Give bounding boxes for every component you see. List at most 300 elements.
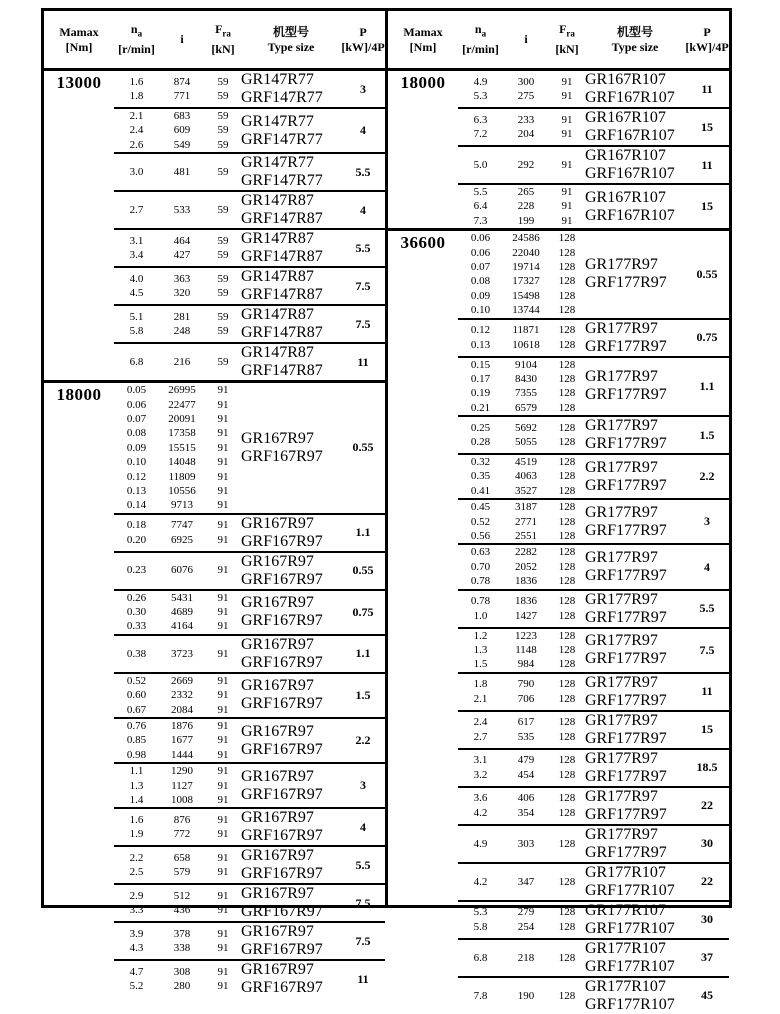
fra-column bbox=[549, 417, 585, 453]
na-value: 2.2 bbox=[129, 851, 144, 864]
rating-group bbox=[458, 824, 729, 862]
power-value: 11 bbox=[701, 157, 713, 172]
fra-value: 128 bbox=[558, 501, 576, 514]
type-size-value: GR177R97 bbox=[585, 787, 658, 805]
fra-value: 91 bbox=[217, 748, 229, 761]
na-column bbox=[458, 545, 503, 588]
rating-groups bbox=[458, 231, 729, 1014]
ratio-column bbox=[159, 636, 205, 672]
type-size-value: GR147R87 bbox=[241, 306, 314, 324]
ratio-column bbox=[503, 231, 549, 317]
power-value: 3 bbox=[360, 778, 366, 793]
ratio-value: 199 bbox=[517, 214, 535, 227]
fra-column bbox=[205, 109, 241, 152]
na-value: 0.30 bbox=[126, 606, 147, 619]
type-size-value: GR167R97 bbox=[241, 885, 314, 903]
ratio-column bbox=[503, 902, 549, 938]
ratio-value: 15498 bbox=[512, 289, 540, 302]
ratio-value: 427 bbox=[173, 249, 191, 262]
rating-group bbox=[458, 415, 729, 453]
type-size-value: GRF177R97 bbox=[585, 337, 667, 355]
ratio-value: 338 bbox=[173, 942, 191, 955]
na-value: 0.09 bbox=[126, 441, 147, 454]
ratio-value: 190 bbox=[517, 989, 535, 1002]
fra-value: 59 bbox=[217, 75, 229, 88]
fra-column bbox=[549, 109, 585, 145]
ratio-value: 17358 bbox=[168, 427, 196, 440]
rating-group bbox=[458, 231, 729, 317]
ratio-column bbox=[503, 940, 549, 976]
type-size-column bbox=[585, 978, 685, 1014]
rating-group bbox=[114, 107, 385, 152]
na-value: 0.60 bbox=[126, 689, 147, 702]
fra-column bbox=[205, 383, 241, 513]
ratio-value: 4519 bbox=[515, 456, 537, 469]
na-value: 0.08 bbox=[470, 275, 491, 288]
fra-column bbox=[205, 674, 241, 717]
na-value: 3.1 bbox=[129, 234, 144, 247]
fra-value: 128 bbox=[558, 643, 576, 656]
ratio-value: 10556 bbox=[168, 484, 196, 497]
power-value: 5.5 bbox=[355, 240, 371, 255]
fra-value: 91 bbox=[217, 647, 229, 660]
ratio-value: 3527 bbox=[515, 484, 537, 497]
na-column bbox=[458, 978, 503, 1014]
type-size-value: GRF167R97 bbox=[241, 570, 323, 588]
fra-column bbox=[205, 809, 241, 845]
type-size-value: GR177R97 bbox=[585, 458, 658, 476]
type-size-value: GRF167R97 bbox=[241, 447, 323, 465]
rating-group bbox=[458, 900, 729, 938]
fra-value: 59 bbox=[217, 203, 229, 216]
rating-group bbox=[458, 356, 729, 416]
ratio-value: 436 bbox=[173, 904, 191, 917]
fra-value: 128 bbox=[558, 575, 576, 588]
ratio-value: 479 bbox=[517, 754, 535, 767]
rating-groups bbox=[114, 71, 385, 380]
power-value: 4 bbox=[360, 202, 366, 217]
fra-value: 91 bbox=[217, 828, 229, 841]
type-size-value: GR147R87 bbox=[241, 192, 314, 210]
fra-column bbox=[549, 147, 585, 183]
type-size-value: GRF167R107 bbox=[585, 127, 675, 144]
ratio-value: 2669 bbox=[171, 674, 193, 687]
type-size-value: GR147R77 bbox=[241, 112, 314, 130]
na-value: 0.09 bbox=[470, 289, 491, 302]
type-size-value: GRF147R77 bbox=[241, 130, 323, 148]
na-value: 5.2 bbox=[129, 980, 144, 993]
fra-value: 91 bbox=[561, 214, 573, 227]
na-value: 5.5 bbox=[473, 186, 488, 198]
fra-column bbox=[549, 902, 585, 938]
ratio-column bbox=[503, 978, 549, 1014]
type-size-column bbox=[585, 109, 685, 145]
type-size-value: GRF177R97 bbox=[585, 729, 667, 747]
na-column bbox=[114, 885, 159, 921]
type-size-value: GRF177R107 bbox=[585, 919, 675, 937]
na-column bbox=[114, 636, 159, 672]
na-value: 5.0 bbox=[473, 158, 488, 171]
ratio-value: 354 bbox=[517, 806, 535, 819]
na-value: 3.4 bbox=[129, 249, 144, 262]
ratio-column bbox=[503, 629, 549, 672]
col-header-fra-symbol: $F_{ra}$ bbox=[559, 22, 575, 39]
type-size-value: GRF167R107 bbox=[585, 165, 675, 182]
type-size-value: GRF167R97 bbox=[241, 979, 323, 997]
fra-value: 59 bbox=[217, 90, 229, 102]
na-value: 4.3 bbox=[129, 942, 144, 955]
na-value: 0.63 bbox=[470, 546, 491, 559]
type-size-column bbox=[585, 500, 685, 543]
ratio-column bbox=[503, 185, 549, 228]
ratio-value: 216 bbox=[173, 355, 191, 368]
fra-value: 91 bbox=[561, 186, 573, 198]
type-size-column bbox=[241, 961, 341, 997]
fra-value: 91 bbox=[217, 674, 229, 687]
type-size-value: GRF147R77 bbox=[241, 172, 323, 190]
ratio-value: 5055 bbox=[515, 436, 537, 449]
ratio-column bbox=[159, 923, 205, 959]
type-size-column bbox=[585, 826, 685, 862]
table-header-row bbox=[44, 11, 385, 68]
na-column bbox=[458, 185, 503, 228]
type-size-column bbox=[585, 545, 685, 588]
type-size-column bbox=[241, 268, 341, 304]
na-value: 1.3 bbox=[473, 643, 488, 656]
ratio-value: 771 bbox=[173, 90, 191, 102]
ratio-value: 1427 bbox=[515, 609, 537, 622]
ratio-value: 280 bbox=[173, 980, 191, 993]
ratio-value: 683 bbox=[173, 110, 191, 122]
na-column bbox=[114, 764, 159, 807]
na-value: 3.1 bbox=[473, 754, 488, 767]
na-value: 3.6 bbox=[473, 792, 488, 805]
na-value: 1.6 bbox=[129, 75, 144, 88]
type-size-value: GR177R97 bbox=[585, 549, 658, 566]
rating-group bbox=[114, 551, 385, 589]
rating-group bbox=[458, 976, 729, 1014]
ratio-value: 11871 bbox=[512, 324, 540, 337]
ratio-value: 4689 bbox=[171, 606, 193, 619]
ratio-value: 24586 bbox=[512, 232, 540, 245]
na-value: 0.76 bbox=[126, 720, 147, 733]
col-header-mamax bbox=[388, 25, 458, 55]
rating-group bbox=[458, 543, 729, 588]
ratio-column bbox=[159, 154, 205, 190]
power-value: 7.5 bbox=[355, 895, 371, 910]
type-size-column bbox=[585, 358, 685, 416]
type-size-column bbox=[585, 750, 685, 786]
type-size-value: GR177R97 bbox=[585, 503, 658, 521]
rating-group bbox=[114, 304, 385, 342]
type-size-column bbox=[241, 674, 341, 717]
na-value: 0.20 bbox=[126, 533, 147, 546]
na-column bbox=[458, 864, 503, 900]
fra-value: 91 bbox=[217, 965, 229, 978]
fra-value: 91 bbox=[217, 813, 229, 826]
rating-groups bbox=[114, 383, 385, 997]
type-size-column bbox=[585, 788, 685, 824]
na-value: 7.8 bbox=[473, 989, 488, 1002]
type-size-column bbox=[585, 712, 685, 748]
ratio-column bbox=[503, 358, 549, 416]
fra-column bbox=[205, 154, 241, 190]
power-value: 0.55 bbox=[352, 440, 374, 455]
type-size-column bbox=[241, 885, 341, 921]
ratio-column bbox=[159, 809, 205, 845]
ratio-column bbox=[159, 71, 205, 107]
ratio-value: 14048 bbox=[168, 456, 196, 469]
rating-group bbox=[458, 710, 729, 748]
type-size-column bbox=[585, 320, 685, 356]
fra-value: 128 bbox=[558, 658, 576, 671]
na-column bbox=[114, 230, 159, 266]
type-size-value: GRF177R97 bbox=[585, 521, 667, 539]
col-header-fra-symbol: $F_{ra}$ bbox=[215, 22, 231, 39]
fra-column bbox=[549, 978, 585, 1014]
rating-groups bbox=[458, 71, 729, 228]
type-size-value: GRF167R97 bbox=[241, 827, 323, 845]
power-value: 11 bbox=[357, 354, 369, 369]
ratio-value: 706 bbox=[517, 692, 535, 705]
na-column bbox=[458, 674, 503, 710]
col-header-power-unit: [kW]/4P bbox=[341, 39, 385, 54]
fra-column bbox=[205, 764, 241, 807]
rating-group bbox=[458, 498, 729, 543]
type-size-column bbox=[241, 809, 341, 845]
type-size-column bbox=[241, 847, 341, 883]
fra-value: 128 bbox=[558, 595, 576, 608]
na-value: 0.21 bbox=[470, 401, 491, 414]
type-size-value: GRF147R87 bbox=[241, 324, 323, 342]
na-column bbox=[458, 788, 503, 824]
rating-group bbox=[114, 190, 385, 228]
type-size-value: GR177R107 bbox=[585, 977, 666, 995]
na-value: 0.38 bbox=[126, 647, 147, 660]
type-size-value: GRF167R97 bbox=[241, 653, 323, 671]
rating-group bbox=[458, 145, 729, 183]
ratio-column bbox=[503, 320, 549, 356]
ratio-value: 281 bbox=[173, 310, 191, 323]
na-column bbox=[114, 719, 159, 762]
type-size-value: GRF177R97 bbox=[585, 386, 667, 404]
ratio-column bbox=[503, 455, 549, 498]
fra-column bbox=[549, 788, 585, 824]
fra-column bbox=[549, 629, 585, 672]
col-header-power-unit: [kW]/4P bbox=[685, 39, 729, 54]
na-value: 0.32 bbox=[470, 456, 491, 469]
na-value: 2.7 bbox=[473, 730, 488, 743]
fra-value: 91 bbox=[217, 606, 229, 619]
ratio-column bbox=[503, 417, 549, 453]
type-size-value: GRF147R87 bbox=[241, 362, 323, 380]
type-size-value: GR177R97 bbox=[585, 590, 658, 608]
ratio-value: 26995 bbox=[168, 384, 196, 397]
ratio-value: 1836 bbox=[515, 575, 537, 588]
na-value: 0.06 bbox=[470, 246, 491, 259]
na-value: 0.12 bbox=[470, 324, 491, 337]
type-size-value: GR167R97 bbox=[241, 767, 314, 785]
ratio-value: 609 bbox=[173, 124, 191, 137]
type-size-column bbox=[585, 417, 685, 453]
type-size-value: GRF177R97 bbox=[585, 767, 667, 785]
col-header-ratio bbox=[159, 32, 205, 47]
rating-group bbox=[114, 342, 385, 380]
na-value: 0.05 bbox=[126, 384, 147, 397]
fra-value: 91 bbox=[217, 499, 229, 512]
fra-value: 91 bbox=[217, 470, 229, 483]
type-size-column bbox=[241, 154, 341, 190]
ratio-value: 7355 bbox=[515, 387, 537, 400]
ratio-value: 406 bbox=[517, 792, 535, 805]
col-header-type-size bbox=[585, 25, 685, 55]
type-size-value: GRF177R107 bbox=[585, 881, 675, 899]
ratio-column bbox=[159, 885, 205, 921]
fra-value: 128 bbox=[558, 232, 576, 245]
fra-column bbox=[205, 591, 241, 634]
fra-value: 91 bbox=[217, 412, 229, 425]
type-size-value: GR177R97 bbox=[585, 417, 658, 435]
fra-value: 91 bbox=[217, 866, 229, 879]
rating-group bbox=[114, 152, 385, 190]
ratio-column bbox=[503, 864, 549, 900]
ratio-value: 265 bbox=[517, 186, 535, 198]
fra-column bbox=[205, 719, 241, 762]
na-value: 0.78 bbox=[470, 575, 491, 588]
rating-group bbox=[458, 938, 729, 976]
na-column bbox=[458, 109, 503, 145]
type-size-value: GR167R97 bbox=[241, 847, 314, 865]
ratio-column bbox=[503, 826, 549, 862]
na-value: 0.06 bbox=[470, 232, 491, 245]
rating-group bbox=[114, 921, 385, 959]
ratio-column bbox=[159, 847, 205, 883]
ratio-column bbox=[159, 553, 205, 589]
ratio-column bbox=[159, 674, 205, 717]
na-value: 0.56 bbox=[470, 530, 491, 543]
ratio-value: 2282 bbox=[515, 546, 537, 559]
na-value: 0.15 bbox=[470, 358, 491, 371]
type-size-value: GR167R107 bbox=[585, 188, 666, 206]
col-header-type-size-unit: Type size bbox=[267, 39, 315, 54]
ratio-value: 5431 bbox=[171, 591, 193, 604]
type-size-column bbox=[585, 71, 685, 107]
type-size-value: GR177R97 bbox=[585, 319, 658, 337]
na-value: 1.9 bbox=[129, 828, 144, 841]
type-size-value: GRF177R97 bbox=[585, 805, 667, 823]
na-column bbox=[114, 961, 159, 997]
fra-value: 128 bbox=[558, 546, 576, 559]
ratio-column bbox=[159, 383, 205, 513]
ratio-column bbox=[159, 961, 205, 997]
ratio-value: 464 bbox=[173, 234, 191, 247]
type-size-column bbox=[241, 923, 341, 959]
na-column bbox=[458, 320, 503, 356]
na-value: 6.8 bbox=[473, 951, 488, 964]
ratio-column bbox=[159, 306, 205, 342]
type-size-value: GRF177R107 bbox=[585, 995, 675, 1013]
fra-value: 59 bbox=[217, 272, 229, 285]
ratio-value: 984 bbox=[517, 658, 535, 671]
type-size-value: GRF167R97 bbox=[241, 612, 323, 630]
fra-value: 91 bbox=[561, 128, 573, 140]
na-value: 1.4 bbox=[129, 793, 144, 806]
fra-value: 128 bbox=[558, 421, 576, 434]
fra-value: 59 bbox=[217, 355, 229, 368]
ratio-value: 1290 bbox=[171, 765, 193, 778]
fra-value: 128 bbox=[558, 456, 576, 469]
ratio-value: 5692 bbox=[515, 421, 537, 434]
na-value: 5.3 bbox=[473, 90, 488, 102]
type-size-value: GR167R97 bbox=[241, 514, 314, 532]
col-header-type-size-unit: Type size bbox=[611, 39, 659, 54]
fra-column bbox=[549, 358, 585, 416]
fra-column bbox=[549, 712, 585, 748]
rating-group bbox=[114, 634, 385, 672]
na-value: 3.9 bbox=[129, 927, 144, 940]
fra-value: 128 bbox=[558, 358, 576, 371]
fra-value: 128 bbox=[558, 951, 576, 964]
ratio-value: 15515 bbox=[168, 441, 196, 454]
col-header-na bbox=[114, 22, 159, 56]
type-size-value: GRF147R87 bbox=[241, 248, 323, 266]
fra-value: 128 bbox=[558, 629, 576, 642]
power-value: 22 bbox=[701, 798, 713, 813]
ratio-value: 579 bbox=[173, 866, 191, 879]
na-value: 0.67 bbox=[126, 703, 147, 716]
ratio-value: 363 bbox=[173, 272, 191, 285]
type-size-value: GR177R107 bbox=[585, 901, 666, 919]
power-value: 7.5 bbox=[699, 642, 715, 657]
ratio-value: 378 bbox=[173, 927, 191, 940]
rating-group bbox=[114, 228, 385, 266]
rating-group bbox=[458, 862, 729, 900]
type-size-value: GRF147R87 bbox=[241, 286, 323, 304]
ratio-value: 17327 bbox=[512, 275, 540, 288]
col-header-power-symbol: P bbox=[359, 24, 367, 39]
fra-value: 91 bbox=[217, 904, 229, 917]
ratio-value: 3187 bbox=[515, 501, 537, 514]
fra-value: 128 bbox=[558, 372, 576, 385]
col-header-ratio-symbol: i bbox=[180, 32, 184, 46]
type-size-value: GRF177R97 bbox=[585, 691, 667, 709]
power-value: 15 bbox=[701, 119, 713, 134]
rating-group bbox=[458, 453, 729, 498]
na-column bbox=[114, 154, 159, 190]
mamax-value: 36600 bbox=[400, 233, 446, 253]
table-header-row bbox=[388, 11, 729, 68]
fra-value: 91 bbox=[561, 113, 573, 126]
fra-column bbox=[205, 636, 241, 672]
col-header-na-symbol: $n_a$ bbox=[130, 22, 143, 39]
fra-column bbox=[205, 923, 241, 959]
na-value: 0.17 bbox=[470, 372, 491, 385]
power-value: 3 bbox=[704, 514, 710, 529]
na-value: 5.8 bbox=[129, 325, 144, 338]
ratio-value: 535 bbox=[517, 730, 535, 743]
fra-value: 59 bbox=[217, 124, 229, 137]
power-value: 11 bbox=[357, 971, 369, 986]
fra-value: 91 bbox=[217, 793, 229, 806]
type-size-value: GRF167R97 bbox=[241, 865, 323, 883]
col-header-mamax-unit: [Nm] bbox=[409, 39, 437, 54]
ratio-value: 303 bbox=[517, 837, 535, 850]
col-header-type-size bbox=[241, 25, 341, 55]
type-size-value: GRF167R97 bbox=[241, 941, 323, 959]
type-size-value: GRF167R97 bbox=[241, 532, 323, 550]
na-value: 6.3 bbox=[473, 113, 488, 126]
fra-column bbox=[549, 591, 585, 627]
